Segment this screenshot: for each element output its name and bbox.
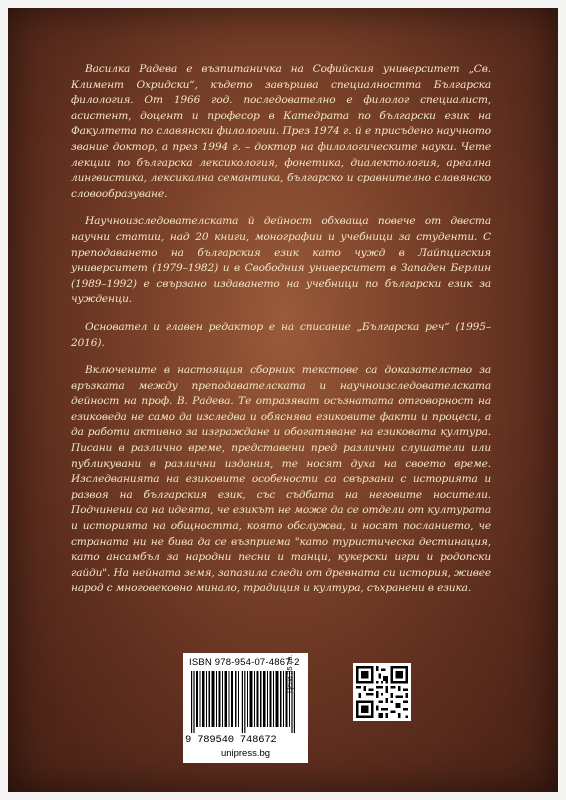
paragraph-biography: Василка Радева е възпитаничка на Софийския университет „Св. Климент Охридски“, където завършва специалността Българска филология. От 1966 год. последователно е филолог специалист, асистент, доцент и професор в Катедрата по български език на Факултета по славянски филологии. През 1974 г. й е присъдено научното звание доктор, а през 1994 г. – доктор на филологическите науки. Чете лекции по българска лексикология, фонетика, диалектология, ареална лингвистика, лексикална семантика, българско и сравнително славянско словообразуване. bbox=[71, 63, 491, 200]
barcode-graphic bbox=[191, 671, 295, 733]
barcode-label bbox=[183, 653, 308, 763]
paragraph-collection: Включените в настоящия сборник текстове са доказателство за връзката между преподавателската и научноизследователската дейност на проф. В. Радева. Те отразяват осъзнатата отговорност на езиковеда не само да изследва и обяснява езиковите факти и процеси, а да работи активно за изграждане и обогатяване на езиковата култура. Писани в различно време, представени пред различни слушатели или публикувани в различни издания, те носят духа на своето време. Изследванията на езиковите особености са свързани с историята и развоя на българския език, със съдбата на неговите носители. Подчинени са на идеята, че езикът не може да се отдели от културата и историята на общността, която обслужва, и носят посланието, че страната ни не бива да се възприема "като туристическа дестинация, като ансамбъл за народни песни и танци, кукерски игри и родопски гайди". На нейната земя, запазила следи от древната си история, живее народ с многовековно минало, традиция и култура, съхранени в езика. bbox=[71, 364, 491, 595]
publisher-website: unipress.bg bbox=[220, 748, 271, 759]
isbn-number: ISBN 978-954-07-4867-2 bbox=[189, 657, 300, 668]
price-label: Цена 35 лв. bbox=[287, 654, 294, 693]
qr-code-graphic bbox=[356, 666, 408, 718]
book-back-cover bbox=[8, 8, 558, 792]
barcode-digits: 9 789540 748672 bbox=[185, 734, 277, 746]
qr-code bbox=[353, 663, 411, 721]
paragraph-editor: Основател и главен редактор е на списание „Българска реч“ (1995–2016). bbox=[71, 320, 491, 349]
annotation-text bbox=[71, 62, 491, 609]
paragraph-research: Научноизследователската й дейност обхваща повече от двеста научни статии, над 20 книги, монографии и учебници за студенти. С преподаването на българския език като чужд в Лайпцигския университет (1979–1982) и в Свободния университет в Западен Берлин (1989–1992) е свързано издаването на учебници по български език за чужденци. bbox=[71, 215, 491, 306]
